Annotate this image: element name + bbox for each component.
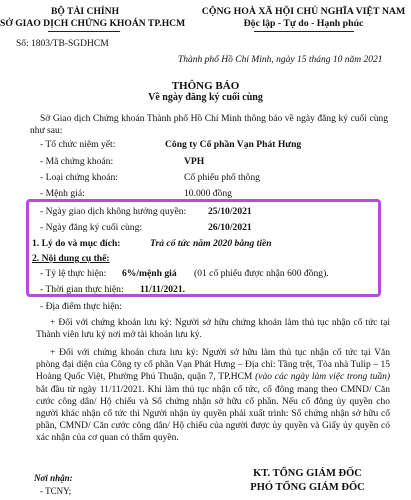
undeposited-italic: (vào các ngày làm việc trong tuần) <box>255 372 391 383</box>
deposited-paragraph: + Đối với chứng khoán lưu ký: Người sở hữu chứng khoán làm thủ tục nhận cổ tức tại Thành viên lưu ký nơi mở tài khoản lưu ký. <box>36 318 390 341</box>
type-value: Cổ phiếu phổ thông <box>184 172 260 183</box>
ratio-label: - Tỷ lệ thực hiện: <box>40 268 107 279</box>
right-header-rule <box>254 31 354 32</box>
exdate-value: 25/10/2021 <box>208 206 252 217</box>
reason-value: Trả cổ tức năm 2020 bằng tiền <box>150 238 272 249</box>
issuer-label: - Tổ chức niêm yết: <box>40 139 116 150</box>
time-value: 11/11/2021. <box>140 284 186 295</box>
details-label: 2. Nội dung cụ thể: <box>32 253 110 264</box>
document-number: Số: 1803/TB-SGDHCM <box>16 39 109 49</box>
code-value: VPH <box>184 156 205 167</box>
ratio-value: 6%/mệnh giá <box>122 268 177 279</box>
exchange-name: SỞ GIAO DỊCH CHỨNG KHOÁN TP.HCM <box>0 18 186 29</box>
exdate-label: - Ngày giao dịch không hưởng quyền: <box>40 206 187 217</box>
par-value: 10.000 đồng <box>184 188 232 199</box>
recipient-1: - TCNY; <box>40 486 72 496</box>
code-label: - Mã chứng khoán: <box>40 156 114 167</box>
reason-label: 1. Lý do và mục đích: <box>32 238 121 249</box>
par-label: - Mệnh giá: <box>40 188 85 199</box>
undeposited-text-1: + Đối với chứng khoán chưa lưu ký: Người sở hữu làm thủ tục nhận cổ tức tại Văn phòng đại diện của Công ty cổ phần Vạn Phát Hưng – Địa chỉ: Tầng trệt, Tòa nhà Tulip – 15 Hoàng Quốc Việt, Phường Phú Thuận, quận 7, TP.HCM <box>36 348 390 383</box>
undeposited-paragraph <box>36 347 390 445</box>
intro-paragraph: Sở Giao dịch Chứng khoán Thành phố Hồ Chí Minh thông báo về ngày đăng ký cuối cùng như sau: <box>30 114 388 137</box>
republic-name: CỘNG HOÀ XÃ HỘI CHỦ NGHĨA VIỆT NAM <box>201 6 406 17</box>
left-header-rule <box>48 31 120 32</box>
record-value: 26/10/2021 <box>208 222 252 233</box>
location-label: - Địa điểm thực hiện: <box>40 301 122 312</box>
type-label: - Loại chứng khoán: <box>40 172 118 183</box>
national-motto: Độc lập - Tự do - Hạnh phúc <box>243 18 364 29</box>
record-label: - Ngày đăng ký cuối cùng: <box>40 222 143 233</box>
signature-title-2: PHÓ TỔNG GIÁM ĐỐC <box>250 482 365 493</box>
ministry-name: BỘ TÀI CHÍNH <box>50 6 120 17</box>
notice-subtitle: Về ngày đăng ký cuối cùng <box>148 92 263 103</box>
undeposited-text-2: bắt đầu từ ngày 11/11/2021. Khi làm thủ tục nhận cổ tức, cổ đông mang theo CMND/ Căn cước công dân/ Hộ chiếu và Sổ chứng nhận sở hữu cổ phần. Nếu cổ đông ủy quyền cho người khác nhận cổ tức thì Người nhận ủy quyền phải xuất trình: Sổ chứng nhận sở hữu cổ phần, CMND/ Căn cước công dân/ Hộ chiếu của người được ủy quyền và Giấy ủy quyền có xác nhận của cơ quan có thẩm quyền. <box>36 384 390 444</box>
ratio-note: (01 cổ phiếu được nhận 600 đồng). <box>194 268 329 279</box>
time-label: - Thời gian thực hiện: <box>40 284 124 295</box>
notice-title: THÔNG BÁO <box>171 80 240 92</box>
signature-title-1: KT. TỔNG GIÁM ĐỐC <box>253 468 362 479</box>
issue-date: Thành phố Hồ Chí Minh, ngày 15 tháng 10 năm 2021 <box>178 55 383 65</box>
recipients-label: Nơi nhận: <box>34 473 73 483</box>
issuer-value: Công ty Cổ phần Vạn Phát Hưng <box>165 139 302 150</box>
